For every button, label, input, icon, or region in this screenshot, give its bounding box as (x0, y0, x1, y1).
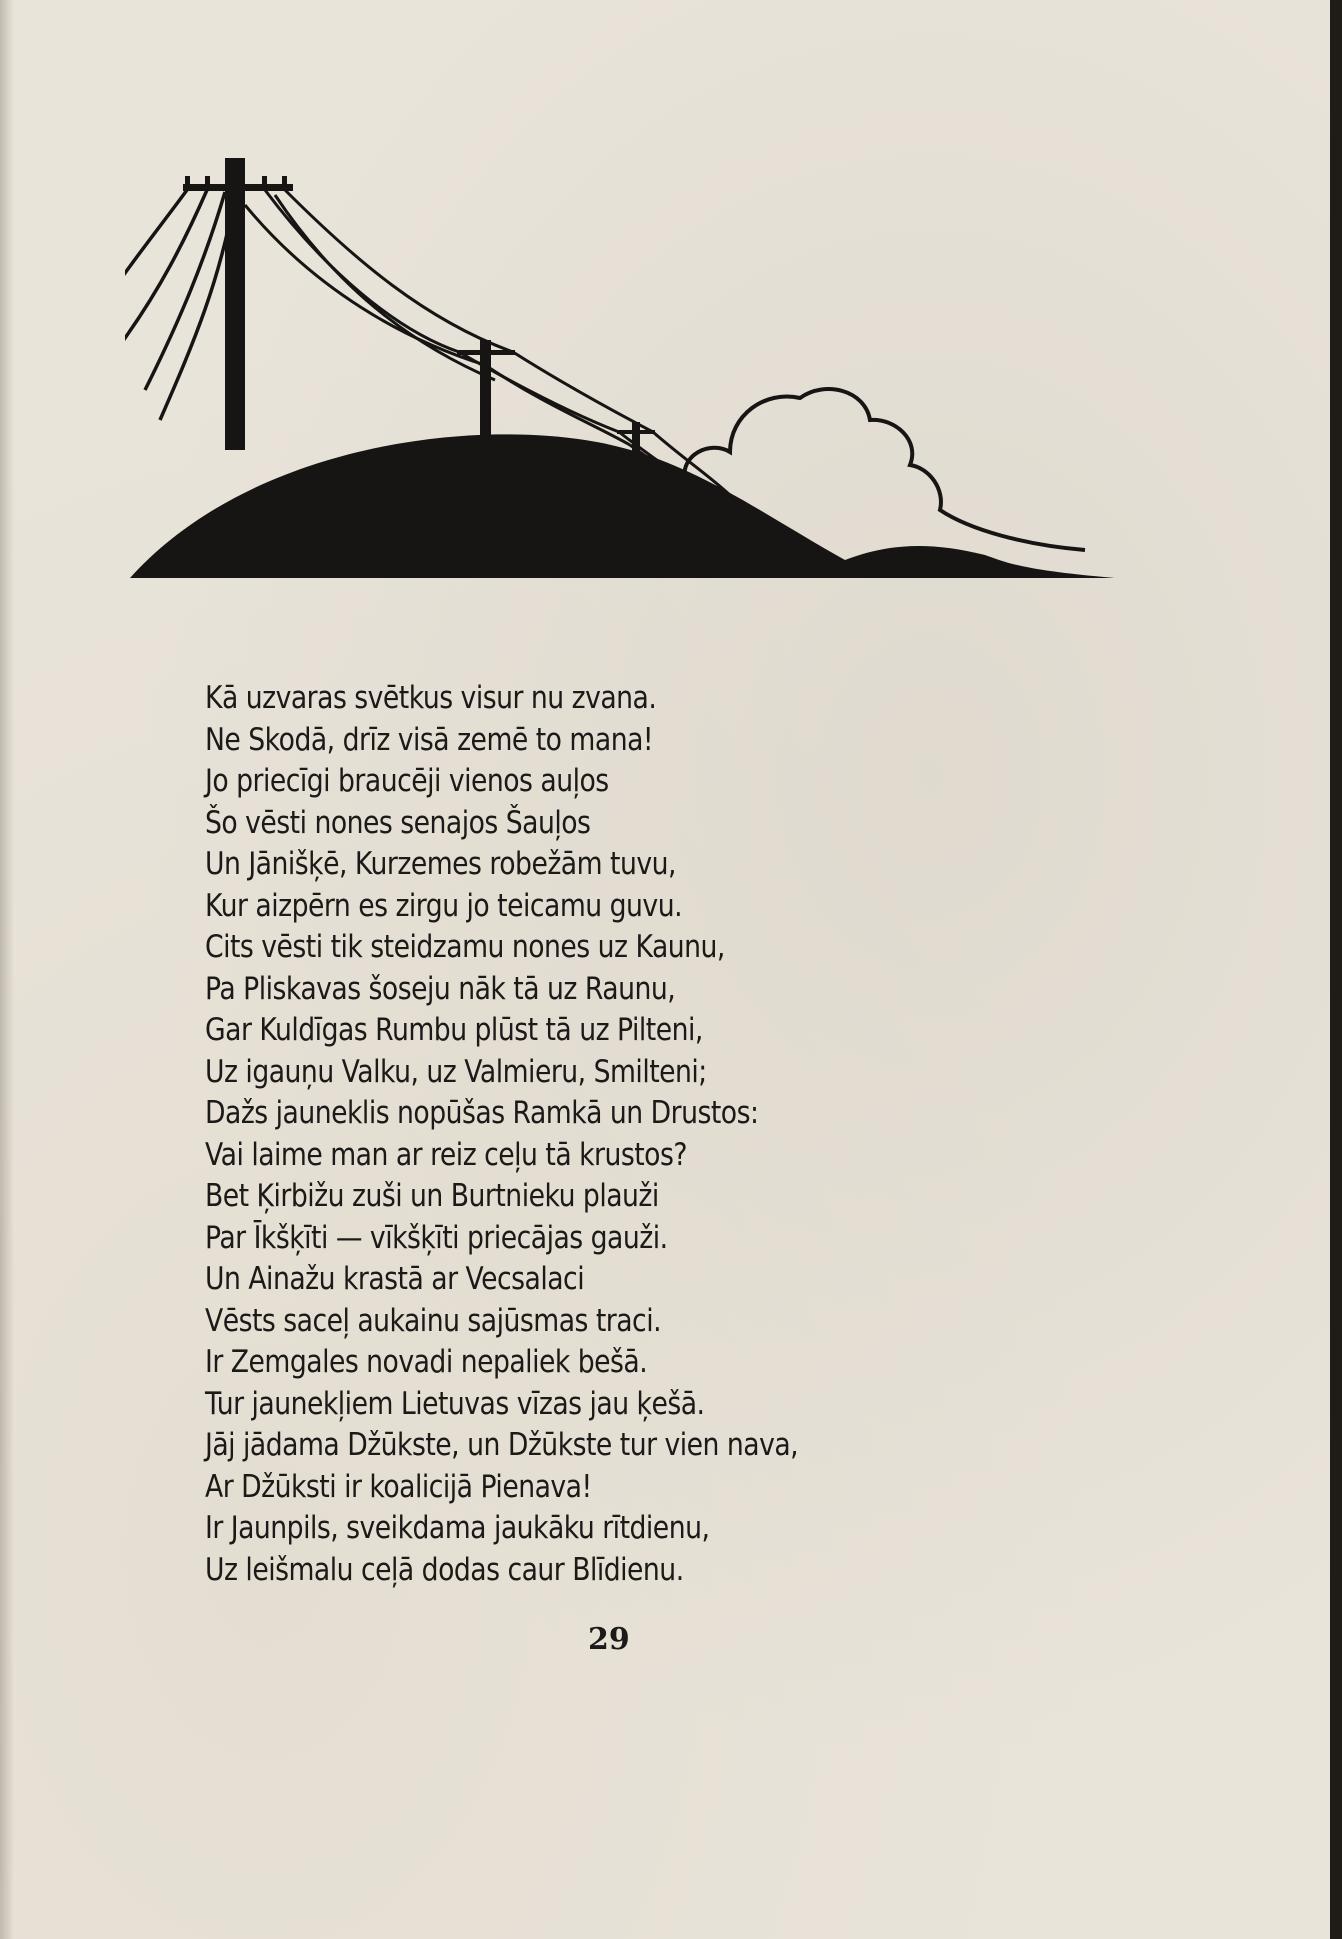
poem-line: Šo vēsti nones senajos Šauļos (205, 804, 591, 841)
poem-line: Pa Pliskavas šoseju nāk tā uz Raunu, (205, 970, 676, 1007)
poem-line: Ne Skodā, drīz visā zemē to mana! (205, 721, 654, 758)
poem-line: Dažs jauneklis nopūšas Ramkā un Drustos: (205, 1095, 759, 1131)
pole-2 (480, 340, 491, 450)
poem-line: Ar Džūksti ir koalicijā Pienava! (205, 1468, 592, 1505)
poem-line: Vai laime man ar reiz ceļu tā krustos? (205, 1136, 687, 1173)
poem-line: Vēsts saceļ aukainu sajūsmas traci. (205, 1302, 662, 1339)
poem-line: Par Īkšķīti — vīkšķīti priecājas gauži. (205, 1219, 668, 1256)
wires-left (125, 190, 235, 420)
page-gutter-shadow (0, 0, 14, 1939)
poem-line: Uz leišmalu ceļā dodas caur Blīdienu. (205, 1551, 684, 1588)
poem-line: Ir Jaunpils, sveikdama jaukāku rītdienu, (205, 1510, 710, 1546)
poem-line: Bet Ķirbižu zuši un Burtnieku plauži (205, 1178, 659, 1214)
poem-line: Kā uzvaras svētkus visur nu zvana. (205, 680, 657, 716)
page-edge-dark (1330, 0, 1342, 1939)
pole-1-crossarm (183, 184, 293, 191)
page-number: 29 (588, 1622, 630, 1657)
poem-line: Uz igauņu Valku, uz Valmieru, Smilteni; (205, 1053, 707, 1090)
poem-text (205, 678, 979, 1591)
poem-line: Gar Kuldīgas Rumbu plūst tā uz Pilteni, (205, 1012, 703, 1048)
poem-line: Cits vēsti tik steidzamu nones uz Kaunu, (205, 929, 725, 965)
poem-line: Jāj jādama Džūkste, un Džūkste tur vien nava, (205, 1427, 799, 1463)
poem-line: Un Jānišķē, Kurzemes robežām tuvu, (205, 846, 676, 882)
telegraph-poles-illustration (125, 150, 1115, 590)
poem-line: Jo priecīgi braucēji vienos auļos (205, 763, 609, 799)
pole-5 (788, 538, 792, 570)
poem-line: Kur aizpērn es zirgu jo teicamu guvu. (205, 887, 683, 924)
poem-line: Un Ainažu krastā ar Vecsalaci (205, 1261, 585, 1297)
hill-silhouette (130, 434, 1115, 578)
poem-line: Ir Zemgales novadi nepaliek bešā. (205, 1344, 648, 1380)
poem-line: Tur jaunekļiem Lietuvas vīzas jau ķešā. (205, 1385, 705, 1422)
